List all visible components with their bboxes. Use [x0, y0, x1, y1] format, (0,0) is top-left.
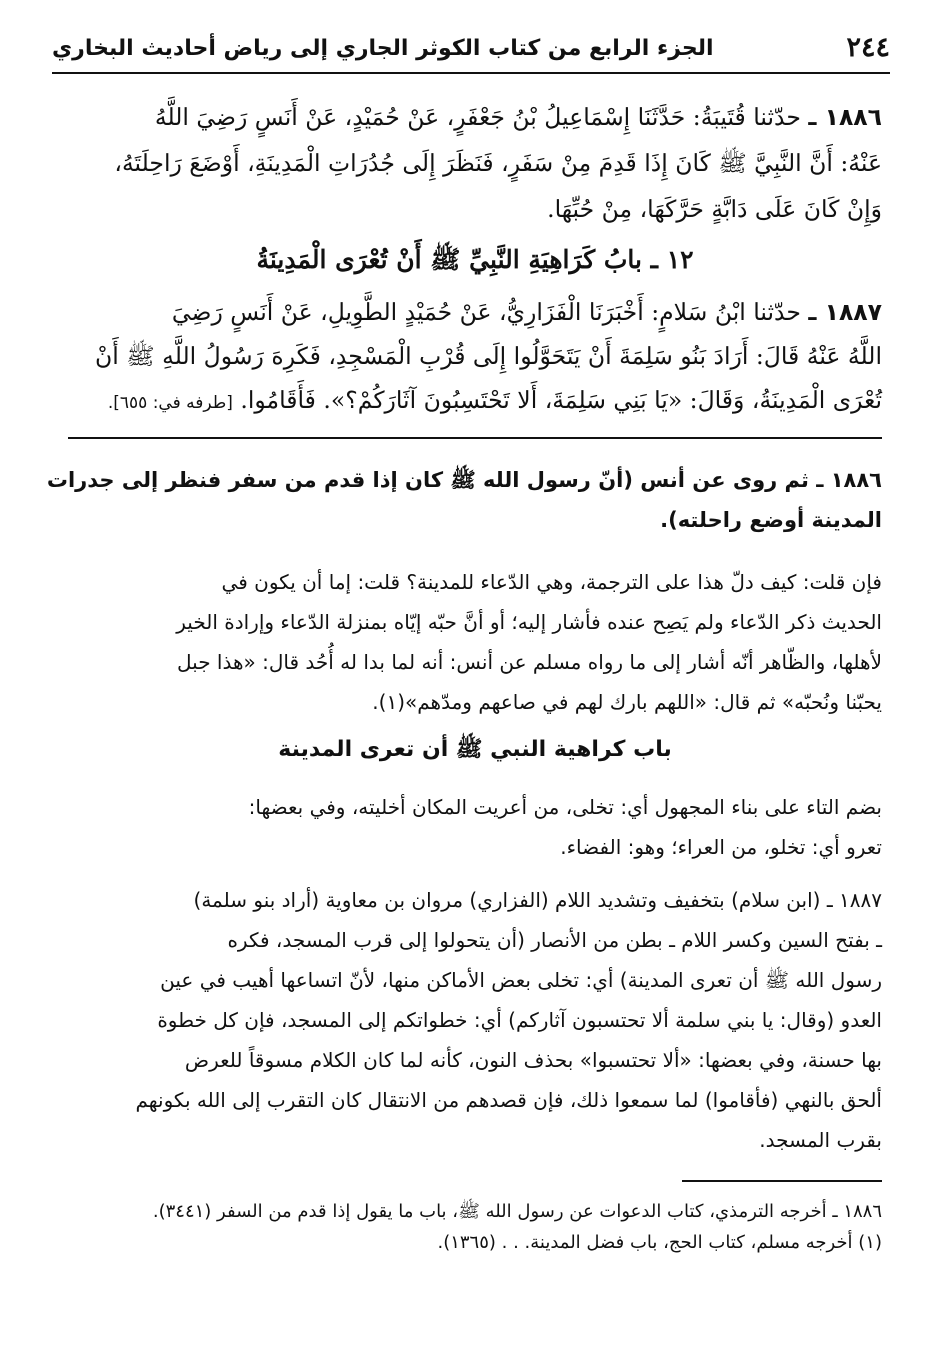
- commentary-line: بضم التاء على بناء المجهول أي: تخلى، من أعريت المكان أخليته، وفي بعضها:: [248, 795, 882, 819]
- page-number: ٢٤٤: [846, 32, 890, 63]
- footnote: ١٨٨٦ ـ أخرجه الترمذي، كتاب الدعوات عن رسول الله ﷺ، باب ما يقول إذا قدم من السفر (٣٤٤١).: [152, 1201, 882, 1222]
- commentary-line: تعرو أي: تخلو، من العراء؛ وهو: الفضاء.: [560, 835, 882, 859]
- commentary-paragraph: [68, 562, 882, 722]
- commentary-line: بقرب المسجد.: [759, 1128, 882, 1152]
- commentary-1886: [46, 460, 882, 540]
- commentary-line: ـ بفتح السين وكسر اللام ـ بطن من الأنصار (أن يتحولوا إلى قرب المسجد، فكره: [227, 928, 882, 952]
- hadith-1886: [68, 94, 882, 232]
- hadith-1887: [68, 290, 882, 425]
- chapter-heading: ١٢ ـ بابُ كَرَاهِيَةِ النَّبِيِّ ﷺ أَنْ تُعْرَى الْمَدِينَةُ: [256, 245, 694, 274]
- commentary-line: ١٨٨٧ ـ (ابن سلام) بتخفيف وتشديد اللام (الفزاري) مروان بن معاوية (أراد بنو سلمة): [193, 888, 882, 912]
- commentary-line: بها حسنة، وفي بعضها: «ألا تحتسبوا» بحذف النون، كأنه لما كان الكلام مسوقاً للعرض: [184, 1048, 882, 1072]
- commentary-line: العدو (وقال: يا بني سلمة ألا تحتسبون آثاركم) أي: خطواتكم إلى المسجد، فإن كل خطوة: [157, 1008, 882, 1032]
- hadith-line: حدّثنا قُتَيبَةُ: حَدَّثَنَا إِسْمَاعِيلُ بْنُ جَعْفَرٍ، عَنْ حُمَيْدٍ، عَنْ أَنَسٍ رَضِيَ اللَّهُ: [154, 103, 801, 131]
- commentary-paragraph: [68, 787, 882, 867]
- commentary-line: المدينة أوضع راحلته).: [660, 508, 882, 532]
- hadith-line: عَنْهُ: أَنَّ النَّبِيَّ ﷺ كَانَ إِذَا قَدِمَ مِنْ سَفَرٍ، فَنَظَرَ إِلَى جُدُرَاتِ الْمَدِينَةِ، أَوْضَعَ رَاحِلَتَهُ،: [114, 149, 882, 177]
- hadith-number: ١٨٨٧ ـ: [808, 298, 882, 326]
- hadith-line: اللَّهُ عَنْهُ قَالَ: أَرَادَ بَنُو سَلِمَةَ أَنْ يَتَحَوَّلُوا إِلَى قُرْبِ الْمَسْجِدِ، فَكَرِهَ رَسُولُ اللَّهِ ﷺ أَنْ: [95, 342, 882, 370]
- commentary-line: رسول الله ﷺ أن تعرى المدينة) أي: تخلى بعض الأماكن منها، لأنّ اتساعها أهيب في عين: [160, 968, 882, 992]
- cross-reference: [طرفه في: ٦٥٥].: [107, 393, 233, 413]
- running-header: [52, 28, 890, 74]
- commentary-line: لأهلها، والظّاهر أنّه أشار إلى ما رواه مسلم عن أنس: أنه لما بدا له أُحُد قال: «هذا جبل: [177, 650, 882, 674]
- commentary-line: يحبّنا ونُحبّه» ثم قال: «اللهم بارك لهم في صاعهم ومدّهم»(١).: [372, 690, 882, 714]
- commentary-line: الحديث ذكر الدّعاء ولم يَصِح عنده فأشار إليه؛ أو أنَّ حبّه إيّاه بمنزلة الدّعاء وإرادة الخير: [176, 610, 882, 634]
- commentary-line: ١٨٨٦ ـ ثم روى عن أنس (أنّ رسول الله ﷺ كان إذا قدم من سفر فنظر إلى جدرات: [46, 468, 882, 492]
- footnote-divider: [682, 1180, 882, 1182]
- commentary-line: فإن قلت: كيف دلّ هذا على الترجمة، وهي الدّعاء للمدينة؟ قلت: إما أن يكون في: [221, 570, 882, 594]
- divider: [68, 437, 882, 439]
- book-title: الجزء الرابع من كتاب الكوثر الجاري إلى رياض أحاديث البخاري: [52, 36, 714, 61]
- commentary-1887: [68, 880, 882, 1160]
- hadith-line: تُعْرَى الْمَدِينَةُ، وَقَالَ: «يَا بَنِي سَلِمَةَ، أَلا تَحْتَسِبُونَ آثَارَكُمْ؟». فَأَقَامُوا.: [240, 386, 882, 414]
- hadith-line: وَإِنْ كَانَ عَلَى دَابَّةٍ حَرَّكَهَا، مِنْ حُبِّهَا.: [547, 195, 882, 223]
- commentary-heading: باب كراهية النبي ﷺ أن تعرى المدينة: [278, 737, 672, 762]
- hadith-line: حدّثنا ابْنُ سَلامٍ: أَخْبَرَنَا الْفَزَارِيُّ، عَنْ حُمَيْدٍ الطَّوِيلِ، عَنْ أَنَسٍ رَضِيَ: [171, 298, 801, 326]
- footnote: (١) أخرجه مسلم، كتاب الحج، باب فضل المدينة. . . (١٣٦٥).: [437, 1232, 882, 1253]
- hadith-number: ١٨٨٦ ـ: [808, 103, 882, 131]
- commentary-line: ألحق بالنهي (فأقاموا) لما سمعوا ذلك، فإن قصدهم من الانتقال كان التقرب إلى الله بكونهم: [135, 1088, 882, 1112]
